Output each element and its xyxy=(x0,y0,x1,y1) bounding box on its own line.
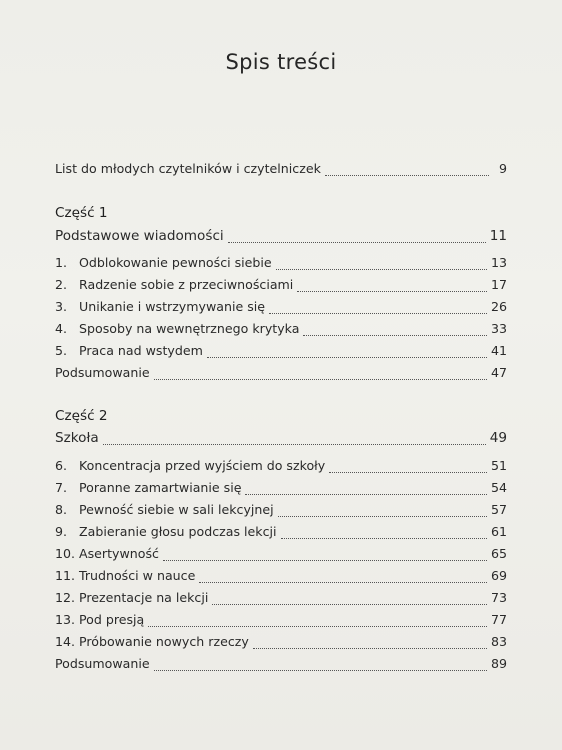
toc-entry-page: 26 xyxy=(490,299,507,314)
part-title-entry xyxy=(55,430,507,450)
part-title-entry xyxy=(55,228,507,248)
toc-entry xyxy=(55,321,507,341)
chapter-number: 12. xyxy=(55,590,76,605)
toc-entry-label: Zabieranie głosu podczas lekcji xyxy=(79,524,277,539)
toc-entry xyxy=(55,458,507,478)
chapter-number: 9. xyxy=(55,524,68,539)
dot-leader xyxy=(103,443,486,445)
chapter-number: 2. xyxy=(55,277,68,292)
part-title: Szkoła xyxy=(55,430,99,446)
dot-leader xyxy=(148,625,487,627)
dot-leader xyxy=(207,356,487,358)
toc-entry-label: Podsumowanie xyxy=(55,656,150,671)
chapter-number: 3. xyxy=(55,299,68,314)
toc-entry xyxy=(55,546,507,566)
toc-entry-page: 83 xyxy=(490,634,507,649)
toc-entry-label: Odblokowanie pewności siebie xyxy=(79,255,272,270)
toc-entry-page: 89 xyxy=(490,656,507,671)
toc-entry xyxy=(55,612,507,632)
toc-entry-page: 54 xyxy=(490,480,507,495)
toc-entry-summary xyxy=(55,365,507,385)
toc-entry-page: 33 xyxy=(490,321,507,336)
toc-entry-label: Praca nad wstydem xyxy=(79,343,203,358)
dot-leader xyxy=(154,669,487,671)
dot-leader xyxy=(253,647,487,649)
toc-entry xyxy=(55,343,507,363)
toc-entry xyxy=(55,299,507,319)
toc-entry xyxy=(55,524,507,544)
toc-entry-page: 51 xyxy=(490,458,507,473)
dot-leader xyxy=(269,312,487,314)
bleed-through-text xyxy=(80,20,520,40)
part-title: Podstawowe wiadomości xyxy=(55,228,224,244)
dot-leader xyxy=(245,493,487,495)
dot-leader xyxy=(329,471,487,473)
dot-leader xyxy=(278,515,487,517)
toc-entry-page: 49 xyxy=(489,430,507,446)
toc-entry-label: Pod presją xyxy=(79,612,145,627)
toc-entry-summary xyxy=(55,656,507,676)
dot-leader xyxy=(154,378,487,380)
toc-entry-page: 17 xyxy=(490,277,507,292)
dot-leader xyxy=(276,268,487,270)
toc-entry-page: 73 xyxy=(490,590,507,605)
toc-entry-label: Radzenie sobie z przeciwnościami xyxy=(79,277,294,292)
dot-leader xyxy=(325,174,489,176)
dot-leader xyxy=(228,241,486,243)
part-heading: Część 1 xyxy=(55,205,108,221)
toc-entry-page: 69 xyxy=(490,568,507,583)
dot-leader xyxy=(163,559,487,561)
toc-entry-label: Koncentracja przed wyjściem do szkoły xyxy=(79,458,326,473)
part-heading: Część 2 xyxy=(55,408,108,424)
toc-entry-page: 41 xyxy=(490,343,507,358)
toc-entry-intro xyxy=(55,161,507,181)
toc-entry-label: Prezentacje na lekcji xyxy=(79,590,209,605)
chapter-number: 11. xyxy=(55,568,76,583)
toc-entry xyxy=(55,255,507,275)
toc-entry-page: 57 xyxy=(490,502,507,517)
toc-entry-page: 65 xyxy=(490,546,507,561)
chapter-number: 4. xyxy=(55,321,68,336)
chapter-number: 6. xyxy=(55,458,68,473)
toc-entry-label: Pewność siebie w sali lekcyjnej xyxy=(79,502,274,517)
toc-entry-page: 11 xyxy=(489,228,507,244)
toc-entry-label: Poranne zamartwianie się xyxy=(79,480,242,495)
toc-entry-label: Asertywność xyxy=(79,546,159,561)
page-title: Spis treści xyxy=(225,50,337,74)
dot-leader xyxy=(297,290,487,292)
chapter-number: 5. xyxy=(55,343,68,358)
toc-entry xyxy=(55,634,507,654)
dot-leader xyxy=(212,603,487,605)
toc-entry-label: Sposoby na wewnętrznego krytyka xyxy=(79,321,300,336)
toc-entry-label: List do młodych czytelników i czytelniczek xyxy=(55,161,321,176)
toc-entry-page: 61 xyxy=(490,524,507,539)
toc-entry-label: Unikanie i wstrzymywanie się xyxy=(79,299,266,314)
toc-entry xyxy=(55,590,507,610)
chapter-number: 7. xyxy=(55,480,68,495)
dot-leader xyxy=(199,581,487,583)
dot-leader xyxy=(281,537,487,539)
toc-entry-page: 47 xyxy=(490,365,507,380)
chapter-number: 10. xyxy=(55,546,76,561)
toc-entry xyxy=(55,568,507,588)
toc-entry-page: 13 xyxy=(490,255,507,270)
toc-entry xyxy=(55,480,507,500)
toc-entry-label: Próbowanie nowych rzeczy xyxy=(79,634,249,649)
toc-entry-page: 9 xyxy=(498,161,507,176)
dot-leader xyxy=(303,334,487,336)
toc-entry-label: Trudności w nauce xyxy=(79,568,196,583)
toc-entry xyxy=(55,502,507,522)
toc-entry-page: 77 xyxy=(490,612,507,627)
chapter-number: 14. xyxy=(55,634,76,649)
toc-entry xyxy=(55,277,507,297)
chapter-number: 8. xyxy=(55,502,68,517)
chapter-number: 1. xyxy=(55,255,68,270)
chapter-number: 13. xyxy=(55,612,76,627)
toc-entry-label: Podsumowanie xyxy=(55,365,150,380)
